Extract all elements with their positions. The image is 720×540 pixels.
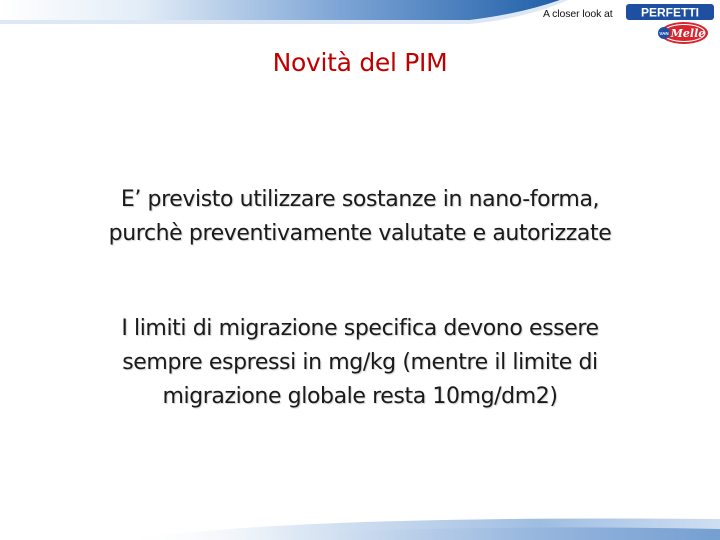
perfetti-van-melle-logo: [624, 2, 716, 48]
paragraph-line: I limiti di migrazione specifica devono essere: [121, 316, 599, 341]
paragraph-line: E’ previsto utilizzare sostanze in nano-forma,: [120, 187, 600, 212]
paragraph-line: migrazione globale resta 10mg/dm2): [162, 384, 558, 409]
slide-title: Novità del PIM: [272, 48, 448, 77]
bottom-decorative-band: [0, 505, 720, 540]
paragraph-nano-forma: [40, 183, 680, 251]
logo-text-van: VAN: [659, 31, 669, 36]
logo-text-perfetti: PERFETTI: [640, 5, 700, 20]
paragraph-line: sempre espressi in mg/kg (mentre il limite di: [122, 350, 598, 375]
brand-tagline: A closer look at: [543, 8, 613, 20]
logo-text-melle: Melle: [670, 27, 706, 40]
paragraph-migration-limits: [40, 312, 680, 414]
paragraph-line: purchè preventivamente valutate e autorizzate: [108, 221, 612, 246]
